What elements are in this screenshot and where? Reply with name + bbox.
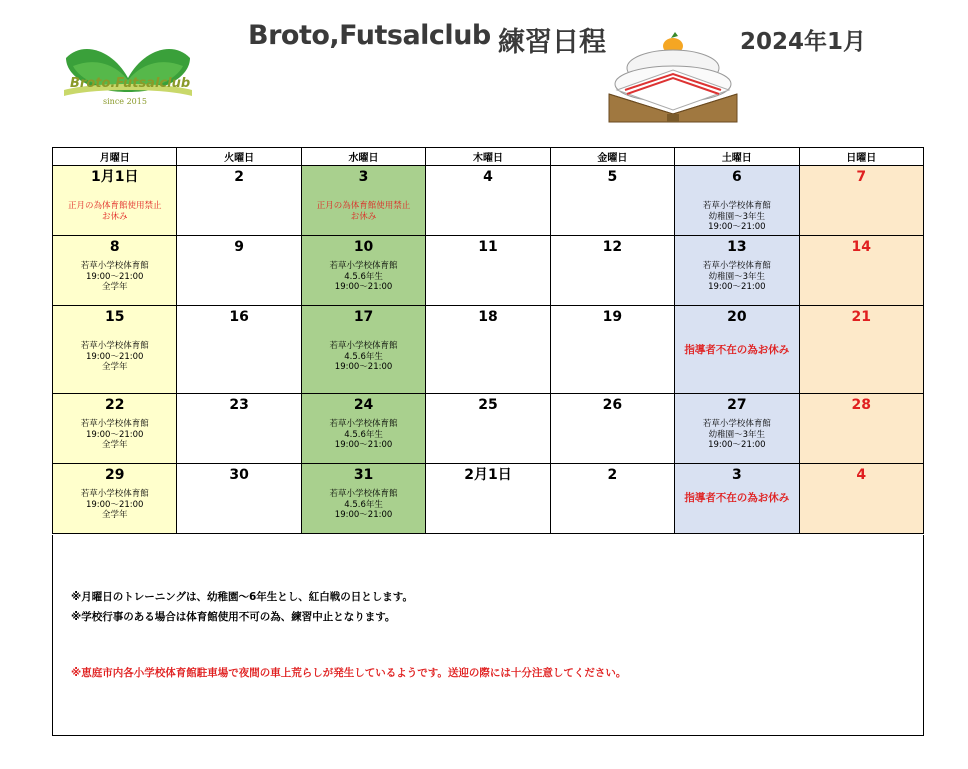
day-number: 3	[358, 169, 369, 185]
day-cell	[53, 394, 177, 464]
day-number: 4	[483, 169, 493, 185]
weekday-header: 月曜日	[53, 148, 177, 166]
day-number: 31	[353, 467, 374, 483]
day-cell	[675, 166, 799, 236]
day-event: 若草小学校体育館 19:00～21:00 全学年	[80, 341, 149, 372]
day-number: 22	[104, 397, 125, 413]
day-number: 19	[602, 309, 623, 325]
day-cell	[799, 464, 923, 534]
weekday-header: 木曜日	[426, 148, 550, 166]
day-cell	[301, 166, 425, 236]
day-number: 15	[104, 309, 125, 325]
day-number: 23	[229, 397, 249, 413]
day-cell	[53, 464, 177, 534]
day-event: 若草小学校体育館 19:00～21:00 全学年	[80, 489, 149, 520]
day-number: 2月1日	[464, 467, 512, 483]
day-event: 若草小学校体育館 4.5.6年生 19:00～21:00	[329, 419, 398, 450]
day-event: 若草小学校体育館 幼稚園～3年生 19:00～21:00	[702, 201, 771, 232]
day-event: 若草小学校体育館 4.5.6年生 19:00～21:00	[329, 261, 398, 292]
day-number: 11	[478, 239, 498, 255]
day-number: 5	[607, 169, 618, 185]
day-cell	[177, 464, 301, 534]
note-school-events: ※学校行事のある場合は体育館使用不可の為、練習中止となります。	[71, 611, 396, 623]
day-cell	[550, 236, 674, 306]
day-cell	[53, 306, 177, 394]
day-number: 16	[229, 309, 249, 325]
day-cell	[550, 394, 674, 464]
day-number: 3	[731, 467, 742, 483]
weekday-header: 火曜日	[177, 148, 301, 166]
day-number: 9	[234, 239, 244, 255]
day-cell	[426, 166, 550, 236]
day-number: 29	[104, 467, 125, 483]
day-cell	[301, 464, 425, 534]
day-cell	[301, 236, 425, 306]
day-number: 1月1日	[90, 169, 139, 185]
day-cell	[301, 394, 425, 464]
day-event: 正月の為体育館使用禁止 お休み	[67, 201, 162, 222]
day-event: 若草小学校体育館 19:00～21:00 全学年	[80, 261, 149, 292]
day-number: 30	[229, 467, 249, 483]
weekday-header: 日曜日	[799, 148, 923, 166]
day-cell	[301, 306, 425, 394]
day-event: 指導者不在の為お休み	[684, 492, 790, 504]
day-number: 8	[109, 239, 120, 255]
day-cell	[675, 236, 799, 306]
day-cell	[675, 464, 799, 534]
notes-box	[52, 535, 924, 736]
day-number: 2	[234, 169, 244, 185]
day-event: 若草小学校体育館 19:00～21:00 全学年	[80, 419, 149, 450]
day-cell	[426, 394, 550, 464]
day-number: 28	[851, 397, 871, 413]
day-cell	[799, 236, 923, 306]
day-number: 12	[602, 239, 623, 255]
day-number: 24	[353, 397, 374, 413]
day-event: 正月の為体育館使用禁止 お休み	[316, 201, 411, 222]
day-cell	[675, 306, 799, 394]
day-cell	[799, 306, 923, 394]
day-cell	[550, 166, 674, 236]
day-cell	[426, 464, 550, 534]
day-number: 4	[856, 467, 867, 483]
logo-text: Broto.Futsalclub	[70, 76, 191, 91]
page-title: 練習日程	[498, 27, 606, 58]
day-cell	[550, 306, 674, 394]
note-parking-warning: ※恵庭市内各小学校体育館駐車場で夜間の車上荒らしが発生しているようです。送迎の際には十分注意してください。	[71, 667, 627, 679]
day-cell	[426, 236, 550, 306]
day-number: 14	[851, 239, 871, 255]
day-cell	[550, 464, 674, 534]
day-number: 13	[727, 239, 747, 255]
day-number: 18	[478, 309, 498, 325]
day-cell	[675, 394, 799, 464]
day-event: 指導者不在の為お休み	[684, 344, 790, 356]
day-cell	[799, 166, 923, 236]
day-event: 若草小学校体育館 幼稚園～3年生 19:00～21:00	[702, 419, 771, 450]
day-number: 20	[727, 309, 747, 325]
week-row	[53, 464, 924, 534]
day-number: 7	[856, 169, 867, 185]
weekday-header: 金曜日	[550, 148, 674, 166]
day-number: 17	[353, 309, 374, 325]
kagami-mochi-illustration	[605, 30, 741, 128]
weekday-header-row	[53, 148, 924, 166]
note-monday-training: ※月曜日のトレーニングは、幼稚園～6年生とし、紅白戦の日とします。	[71, 591, 413, 603]
day-event: 若草小学校体育館 4.5.6年生 19:00～21:00	[329, 489, 398, 520]
day-number: 26	[602, 397, 623, 413]
week-row	[53, 166, 924, 236]
day-number: 25	[478, 397, 498, 413]
day-number: 6	[731, 169, 742, 185]
day-cell	[53, 166, 177, 236]
day-cell	[177, 166, 301, 236]
day-number: 21	[851, 309, 871, 325]
calendar-table	[52, 147, 924, 534]
week-row	[53, 306, 924, 394]
weekday-header: 水曜日	[301, 148, 425, 166]
weekday-header: 土曜日	[675, 148, 799, 166]
week-row	[53, 236, 924, 306]
day-cell	[177, 236, 301, 306]
day-event: 若草小学校体育館 幼稚園～3年生 19:00～21:00	[702, 261, 771, 292]
day-cell	[799, 394, 923, 464]
club-name: Broto,Futsalclub	[248, 20, 491, 51]
day-cell	[53, 236, 177, 306]
day-event: 若草小学校体育館 4.5.6年生 19:00～21:00	[329, 341, 398, 372]
day-number: 2	[607, 467, 618, 483]
month-label: 2024年1月	[740, 29, 867, 55]
week-row	[53, 394, 924, 464]
day-number: 27	[727, 397, 747, 413]
day-number: 10	[353, 239, 374, 255]
day-cell	[177, 394, 301, 464]
day-cell	[177, 306, 301, 394]
logo-since: since 2015	[103, 97, 147, 106]
day-cell	[426, 306, 550, 394]
